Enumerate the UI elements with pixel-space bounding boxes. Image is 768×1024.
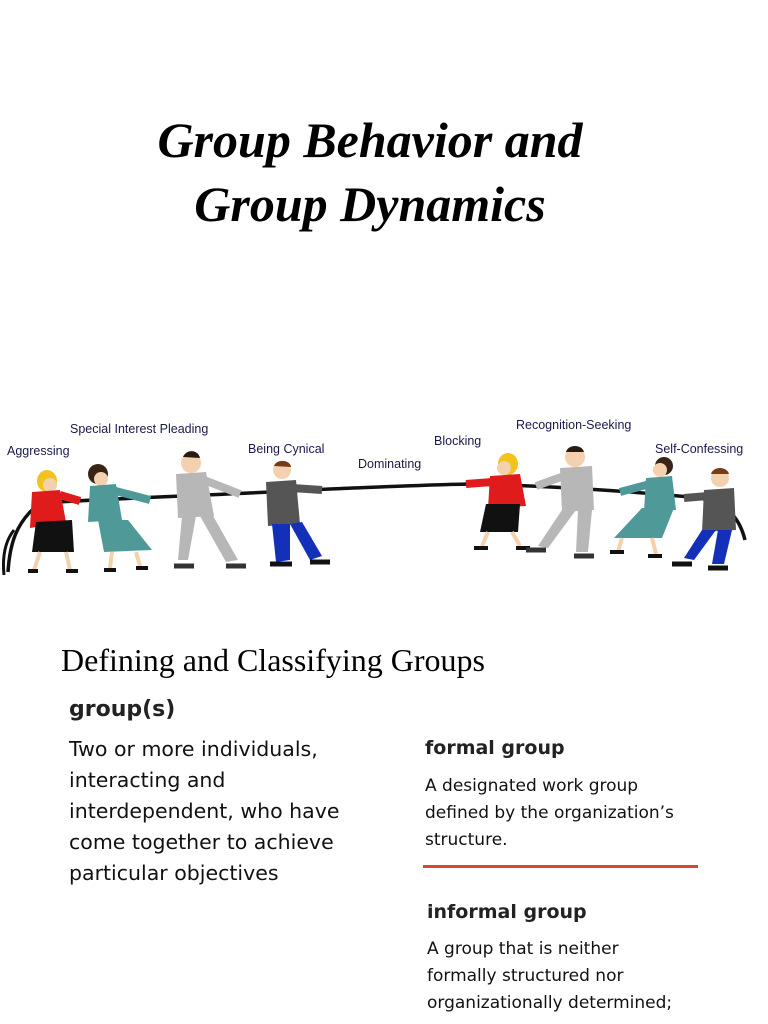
definition-informal-line: A group that is neither (427, 939, 619, 959)
figure-recognition-seeking (526, 446, 594, 556)
definition-informal-line: organizationally determined; (427, 993, 673, 1013)
section-heading: Defining and Classifying Groups (61, 642, 485, 678)
tug-of-war-illustration (0, 410, 768, 585)
definition-informal-line: formally structured nor (427, 966, 624, 986)
definition-group (69, 734, 399, 889)
label-being-cynical: Being Cynical (248, 442, 325, 456)
figure-special-interest-left (88, 464, 152, 570)
term-group: group(s) (69, 697, 176, 722)
divider-rule (423, 865, 698, 868)
label-aggressing: Aggressing (7, 444, 70, 458)
definition-group-line: interdependent, who have (69, 799, 340, 823)
slide-title (0, 108, 740, 236)
definition-group-line: interacting and (69, 768, 226, 792)
label-special-interest-pleading: Special Interest Pleading (70, 422, 209, 436)
definition-formal-group (425, 773, 725, 854)
definition-informal-group (427, 936, 727, 1017)
figure-being-cynical-right (266, 461, 330, 564)
term-informal-group: informal group (427, 901, 587, 923)
figure-aggressing-left (28, 470, 80, 571)
title-line-2: Group Dynamics (194, 176, 546, 232)
definition-group-line: come together to achieve (69, 830, 334, 854)
figure-self-confessing-left (610, 457, 676, 556)
figure-self-confessing-right (672, 468, 736, 568)
definition-formal-line: structure. (425, 830, 508, 850)
label-dominating: Dominating (358, 457, 422, 471)
title-line-1: Group Behavior and (157, 112, 583, 168)
label-blocking: Blocking (434, 434, 482, 448)
definition-formal-line: A designated work group (425, 776, 639, 796)
definition-formal-line: defined by the organization’s (425, 803, 674, 823)
figure-blocking (466, 453, 530, 548)
label-self-confessing: Self-Confessing (655, 442, 744, 456)
definition-group-line: Two or more individuals, (69, 737, 318, 761)
definition-group-line: particular objectives (69, 861, 279, 885)
term-formal-group: formal group (425, 737, 565, 759)
figure-being-cynical-left (174, 451, 246, 566)
label-recognition-seeking: Recognition-Seeking (516, 418, 632, 432)
